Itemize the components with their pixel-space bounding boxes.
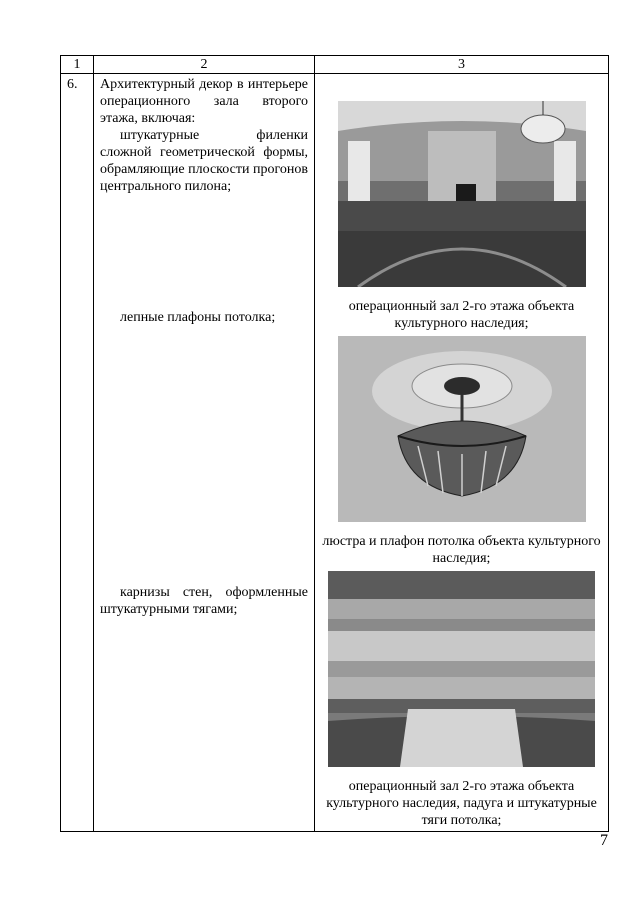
page-number: 7 xyxy=(600,832,608,849)
column-header-3: 3 xyxy=(315,56,609,74)
photo-caption-3: операционный зал 2-го этажа объекта культурного наследия, падуга и штукатурные тяги потолка; xyxy=(326,779,597,828)
row-description xyxy=(94,74,315,832)
column-header-2: 2 xyxy=(94,56,315,74)
photo-caption-1: операционный зал 2-го этажа объекта культурного наследия; xyxy=(348,299,575,331)
photo-operating-hall xyxy=(338,101,586,287)
photo-ceiling-cornices xyxy=(328,571,595,767)
row-number: 6. xyxy=(61,74,94,832)
table-header-row xyxy=(61,56,609,74)
table-row xyxy=(61,74,609,832)
column-header-1: 1 xyxy=(61,56,94,74)
photo-chandelier xyxy=(338,336,586,522)
description-item-2: лепные плафоны потолка; xyxy=(120,310,276,325)
description-intro: Архитектурный декор в интерьере операционного зала второго этажа, включая: xyxy=(100,77,308,126)
row-photos xyxy=(315,74,609,832)
photo-caption-2: люстра и плафон потолка объекта культурного наследия; xyxy=(322,534,601,566)
description-item-1: штукатурные филенки сложной геометрической формы, обрамляющие плоскости прогонов центрального пилона; xyxy=(100,128,308,194)
heritage-table xyxy=(60,55,609,832)
description-item-3: карнизы стен, оформленные штукатурными тягами; xyxy=(100,585,308,617)
